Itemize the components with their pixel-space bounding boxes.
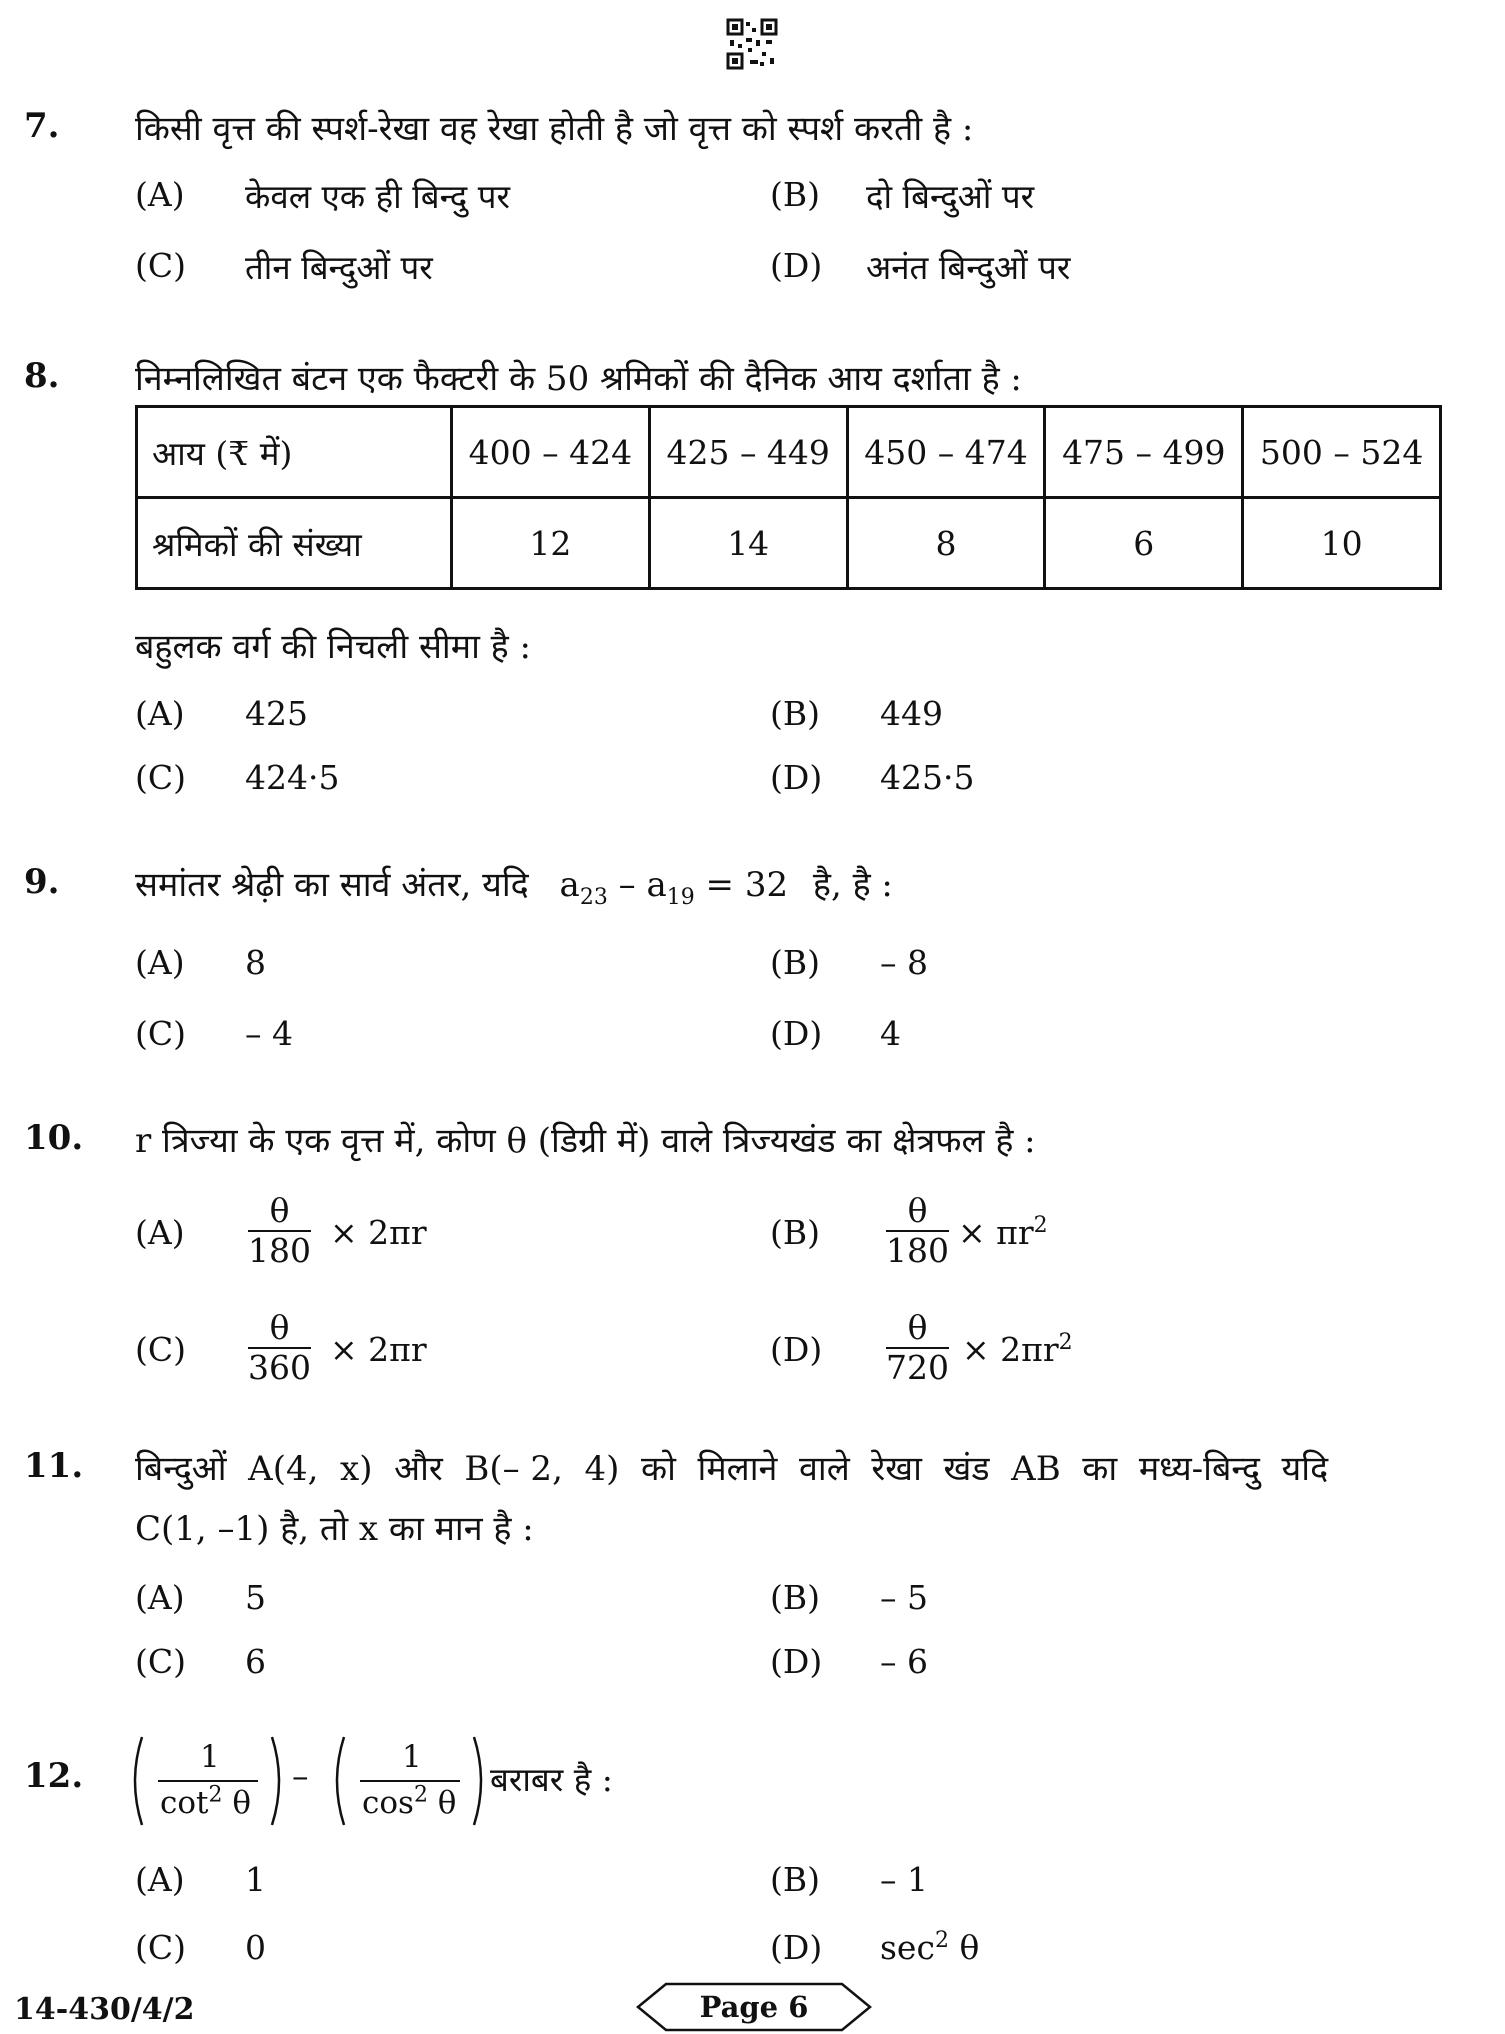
table-cell: 6 — [1045, 498, 1243, 589]
option-label: (B) — [770, 694, 820, 733]
question-text: निम्नलिखित बंटन एक फैक्टरी के 50 श्रमिकों की दैनिक आय दर्शाता है : — [135, 359, 1022, 399]
option-label: (C) — [135, 246, 186, 285]
table-cell: 10 — [1243, 498, 1441, 589]
fraction — [886, 1309, 949, 1387]
fraction-numerator: θ — [269, 1308, 290, 1347]
question-text: बिन्दुओं A(4, x) और B(– 2, 4) को मिलाने वाले रेखा खंड AB का मध्य-बिन्दु यदि — [135, 1449, 1329, 1489]
option-label: (A) — [135, 943, 185, 982]
question-subtext: बहुलक वर्ग की निचली सीमा है : — [135, 627, 532, 667]
option-text: – 1 — [880, 1860, 928, 1899]
option-text: – 6 — [880, 1642, 928, 1681]
fraction — [248, 1309, 311, 1387]
fraction-numerator: θ — [907, 1308, 928, 1347]
math-bracketed-fraction — [330, 1733, 488, 1829]
option-label: (B) — [770, 1213, 820, 1252]
question-text: किसी वृत्त की स्पर्श-रेखा वह रेखा होती है जो वृत्त को स्पर्श करती है : — [135, 109, 974, 149]
fraction-numerator: θ — [269, 1191, 290, 1230]
option-label: (C) — [135, 1014, 186, 1053]
table-cell: 450 – 474 — [847, 407, 1045, 498]
option-text: अनंत बिन्दुओं पर — [866, 248, 1071, 287]
option-label: (C) — [135, 1330, 186, 1369]
option-text: × $\pi r^2$ — [958, 1213, 1048, 1252]
question-number: 12. — [24, 1756, 84, 1796]
option-label: (C) — [135, 1642, 186, 1681]
option-text: 0 — [245, 1928, 266, 1967]
minus-sign: – — [292, 1756, 309, 1795]
fraction — [248, 1192, 311, 1270]
option-label: (B) — [770, 175, 820, 214]
option-text: – 5 — [880, 1578, 928, 1617]
option-text: केवल एक ही बिन्दु पर — [245, 177, 511, 216]
fraction — [886, 1192, 949, 1270]
math-subscript: 19 — [666, 884, 695, 910]
option-text: – 4 — [245, 1014, 293, 1053]
table-cell: आय (₹ में) — [137, 407, 452, 498]
option-label: (D) — [770, 1014, 823, 1053]
option-label: (A) — [135, 694, 185, 733]
question-text: बराबर है : — [490, 1760, 613, 1799]
option-label: (A) — [135, 1213, 185, 1252]
option-text: 425 — [245, 694, 308, 733]
option-label: (A) — [135, 1860, 185, 1899]
table-cell: 425 – 449 — [649, 407, 847, 498]
table-row — [137, 498, 1441, 589]
math-value: = 32 — [694, 865, 789, 905]
question-text — [135, 860, 893, 910]
option-label: (B) — [770, 943, 820, 982]
page-indicator — [634, 1982, 874, 2032]
option-text: 425·5 — [880, 758, 975, 797]
table-cell: 400 – 424 — [452, 407, 650, 498]
option-label: (A) — [135, 175, 185, 214]
option-label: (C) — [135, 1928, 186, 1967]
option-text: × 2πr — [330, 1330, 427, 1369]
option-text: × $2\pi r^2$ — [962, 1330, 1073, 1369]
option-text: 8 — [245, 943, 266, 982]
question-text-part: है, है : — [812, 865, 893, 905]
table-cell: 475 – 499 — [1045, 407, 1243, 498]
option-text: 5 — [245, 1578, 266, 1617]
fraction-denominator: 180 — [886, 1230, 949, 1270]
fraction-denominator: $\cot^2 \theta$ — [160, 1782, 252, 1821]
question-number: 10. — [24, 1118, 84, 1158]
fraction-numerator: 1 — [200, 1739, 220, 1775]
math-var: a — [559, 865, 580, 905]
table-cell: 500 – 524 — [1243, 407, 1441, 498]
question-text: C(1, –1) है, तो x का मान है : — [135, 1509, 534, 1549]
fraction-denominator: $\cos^2 \theta$ — [362, 1782, 457, 1821]
option-text: 424·5 — [245, 758, 340, 797]
option-text: तीन बिन्दुओं पर — [245, 248, 433, 287]
qr-code-icon — [726, 18, 778, 70]
question-number: 7. — [24, 106, 60, 146]
question-text-part: समांतर श्रेढ़ी का सार्व अंतर, यदि — [135, 865, 529, 905]
option-label: (B) — [770, 1578, 820, 1617]
option-text: दो बिन्दुओं पर — [866, 177, 1035, 216]
option-label: (D) — [770, 1642, 823, 1681]
table-cell: श्रमिकों की संख्या — [137, 498, 452, 589]
fraction-numerator: θ — [907, 1191, 928, 1230]
table-cell: 8 — [847, 498, 1045, 589]
table-cell: 14 — [649, 498, 847, 589]
question-number: 8. — [24, 356, 60, 396]
option-text: × 2πr — [330, 1213, 427, 1252]
math-var: – a — [607, 865, 667, 905]
math-bracketed-fraction — [128, 1733, 286, 1829]
fraction-denominator: 720 — [886, 1347, 949, 1387]
income-distribution-table — [135, 405, 1442, 590]
option-label: (D) — [770, 758, 823, 797]
option-label: (B) — [770, 1860, 820, 1899]
question-text: r त्रिज्या के एक वृत्त में, कोण θ (डिग्री में) वाले त्रिज्यखंड का क्षेत्रफल है : — [135, 1121, 1036, 1161]
option-label: (D) — [770, 1928, 823, 1967]
math-subscript: 23 — [579, 884, 608, 910]
option-text: 449 — [880, 694, 943, 733]
paper-code: 14-430/4/2 — [14, 1992, 195, 2027]
fraction-denominator: 360 — [248, 1347, 311, 1387]
option-label: (C) — [135, 758, 186, 797]
option-label: (D) — [770, 1330, 823, 1369]
option-text: 6 — [245, 1642, 266, 1681]
question-number: 11. — [24, 1446, 84, 1486]
option-label: (D) — [770, 246, 823, 285]
option-text: $\sec^2 \theta$ — [880, 1928, 980, 1967]
math-expression — [559, 865, 789, 910]
table-cell: 12 — [452, 498, 650, 589]
option-label: (A) — [135, 1578, 185, 1617]
page-number: Page 6 — [699, 1990, 809, 2024]
fraction-denominator: 180 — [248, 1230, 311, 1270]
table-row — [137, 407, 1441, 498]
fraction-numerator: 1 — [402, 1739, 422, 1775]
option-text: – 8 — [880, 943, 928, 982]
option-text: 4 — [880, 1014, 901, 1053]
option-text: 1 — [245, 1860, 266, 1899]
question-number: 9. — [24, 862, 60, 902]
